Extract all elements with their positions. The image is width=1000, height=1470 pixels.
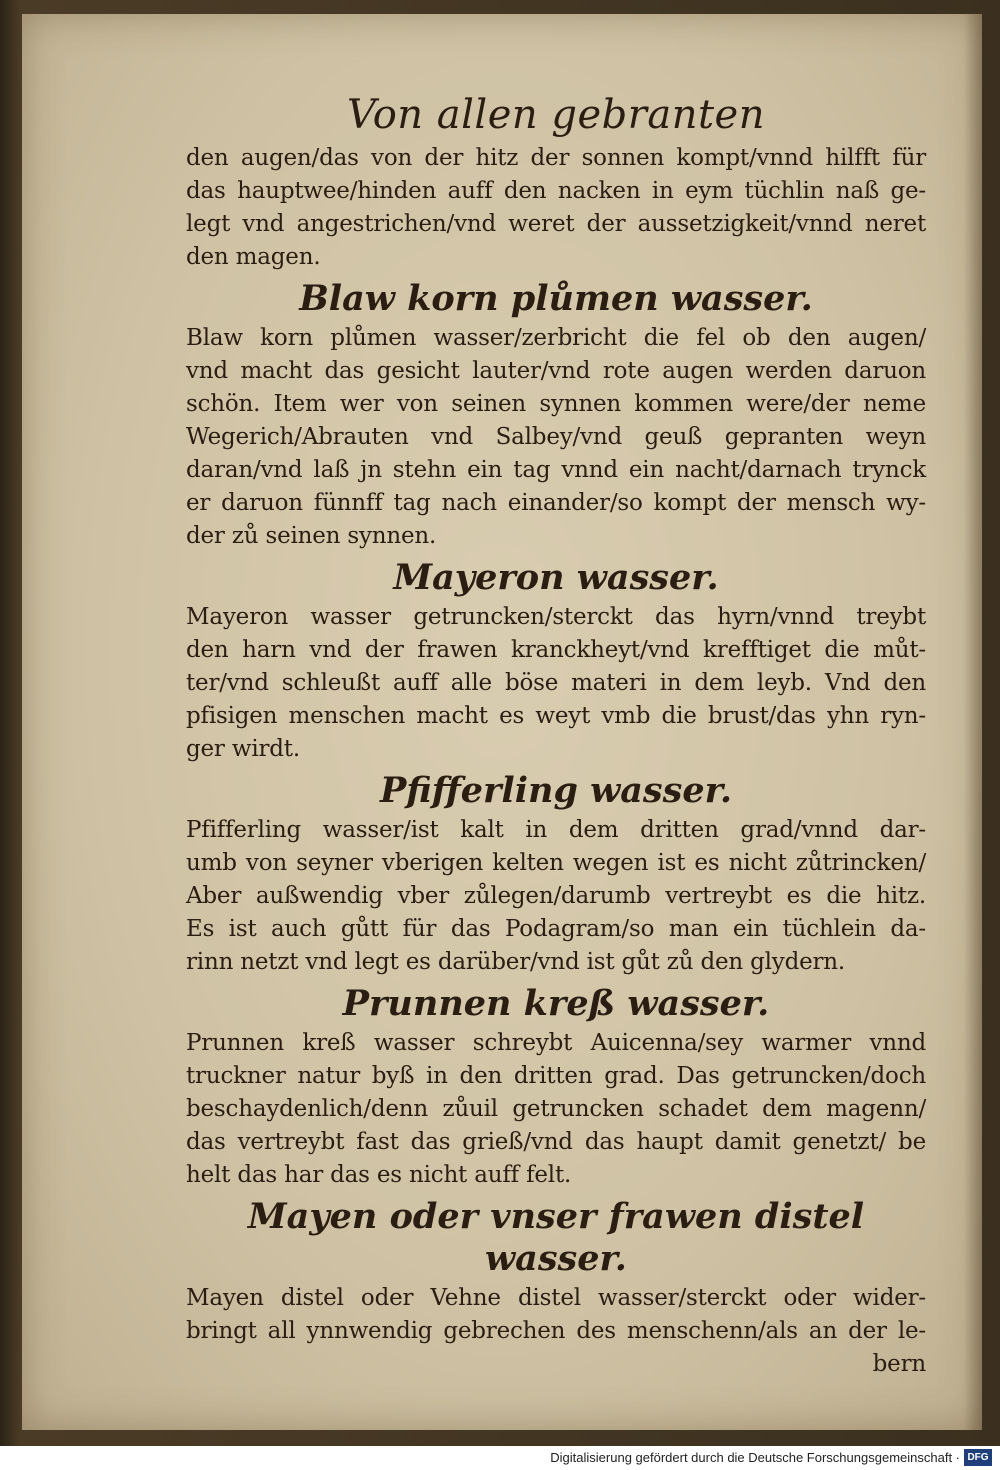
page-edge-shadow <box>964 14 982 1430</box>
section-prunnen-kress <box>186 983 926 1192</box>
text-block-continuation <box>186 142 926 274</box>
text-line: den augen/das von der hitz der sonnen kompt/vnnd hilfft für <box>186 145 926 171</box>
digitization-footer <box>0 1446 1000 1470</box>
text-line: ter/vnd schleußt auff alle böse materi in dem leyb. Vnd den <box>186 670 926 696</box>
funding-credit: Digitalisierung gefördert durch die Deutsche Forschungsgemeinschaft · <box>550 1450 960 1465</box>
section-mayeron <box>186 557 926 766</box>
text-line: das vertreybt fast das grieß/vnd das haupt damit genetzt/ be <box>186 1129 926 1155</box>
text-line: vnd macht das gesicht lauter/vnd rote augen werden daruon <box>186 358 926 384</box>
section-heading: Mayen oder vnser frawen distel wasser. <box>247 1196 865 1279</box>
text-line: das hauptwee/hinden auff den nacken in eym tüchlin naß ge- <box>186 178 926 204</box>
section-mayen-distel <box>186 1196 926 1381</box>
text-line: Mayeron wasser getruncken/sterckt das hyrn/vnnd treybt <box>186 604 926 630</box>
text-line: legt vnd angestrichen/vnd weret der aussetzigkeit/vnnd neret <box>186 211 926 237</box>
running-head: Von allen gebranten <box>347 92 765 138</box>
text-line: daran/vnd laß jn stehn ein tag vnnd ein nacht/darnach trynck <box>186 457 926 483</box>
print-area <box>186 92 926 1381</box>
text-line: beschaydenlich/denn zůuil getruncken schadet dem magenn/ <box>186 1096 926 1122</box>
text-line: Prunnen kreß wasser schreybt Auicenna/sey warmer vnnd <box>186 1030 926 1056</box>
section-heading: Mayeron wasser. <box>393 557 719 598</box>
text-line: Wegerich/Abrauten vnd Salbey/vnd geuß gepranten weyn <box>186 424 926 450</box>
text-line: der zů seinen synnen. <box>186 523 437 549</box>
text-line: er daruon fünnff tag nach einander/so kompt der mensch wy- <box>186 490 926 516</box>
text-line: Mayen distel oder Vehne distel wasser/sterckt oder wider- <box>186 1285 926 1311</box>
text-line: Pfifferling wasser/ist kalt in dem dritten grad/vnnd dar- <box>186 817 926 843</box>
text-line: rinn netzt vnd legt es darüber/vnd ist gůt zů den glydern. <box>186 949 846 975</box>
catchword: bern <box>872 1351 926 1377</box>
text-line: den magen. <box>186 244 321 270</box>
text-line: den harn vnd der frawen kranckheyt/vnd krefftiget die můt- <box>186 637 926 663</box>
section-heading: Blaw korn plůmen wasser. <box>299 278 813 319</box>
text-line: helt das har das es nicht auff felt. <box>186 1162 572 1188</box>
text-line: truckner natur byß in den dritten grad. Das getruncken/doch <box>186 1063 926 1089</box>
section-heading: Prunnen kreß wasser. <box>342 983 770 1024</box>
text-line: Blaw korn plůmen wasser/zerbricht die fel ob den augen/ <box>186 325 926 351</box>
text-line: umb von seyner vberigen kelten wegen ist es nicht zůtrincken/ <box>186 850 926 876</box>
section-blaw-korn <box>186 278 926 553</box>
text-line: bringt all ynnwendig gebrechen des menschenn/als an der le- <box>186 1318 926 1344</box>
text-line: pfisigen menschen macht es weyt vmb die brust/das yhn ryn- <box>186 703 926 729</box>
section-pfifferling <box>186 770 926 979</box>
text-line: schön. Item wer von seinen synnen kommen were/der neme <box>186 391 926 417</box>
text-line: ger wirdt. <box>186 736 300 762</box>
text-line: Aber außwendig vber zůlegen/darumb vertreybt es die hitz. <box>186 883 926 909</box>
text-line: Es ist auch gůtt für das Podagram/so man ein tüchlein da- <box>186 916 926 942</box>
section-heading: Pfifferling wasser. <box>379 770 733 811</box>
dfg-logo-icon: DFG <box>964 1449 992 1466</box>
